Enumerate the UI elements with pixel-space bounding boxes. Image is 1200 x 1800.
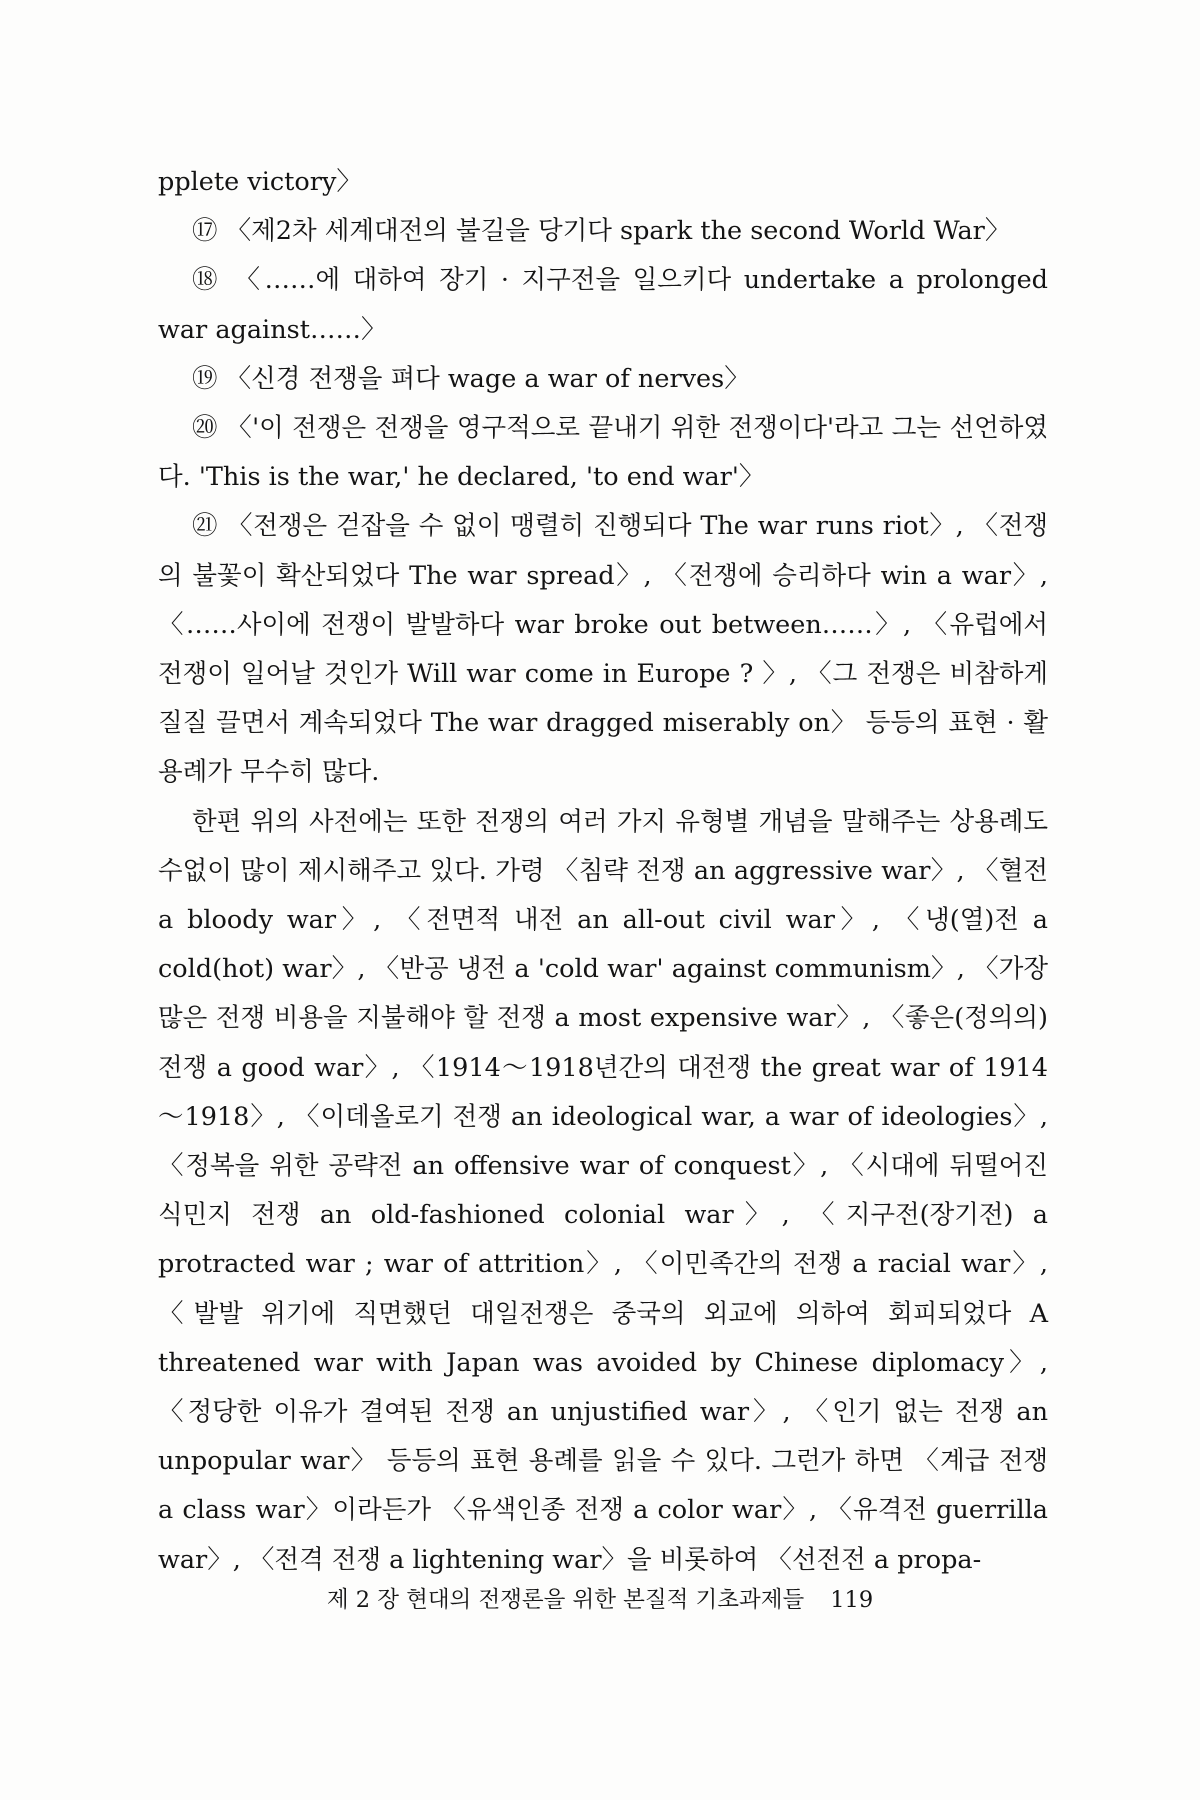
page-number: 119 — [830, 1587, 874, 1613]
paragraph-war-types: 한편 위의 사전에는 또한 전쟁의 여러 가지 유형별 개념을 말해주는 상용례도 수없이 많이 제시해주고 있다. 가령 〈침략 전쟁 an aggressive war〉, 〈혈전 a bloody war〉, 〈전면적 내전 an all-out civil war〉, 〈냉(열)전 a cold(hot) war〉, 〈반공 냉전 a 'cold war' against communism〉, 〈가장 많은 전쟁 비용을 지불해야 할 전쟁 a most expensive war〉, 〈좋은(정의의) 전쟁 a good war〉, 〈1914～1918년간의 대전쟁 the great war of 1914～1918〉, 〈이데올로기 전쟁 an ideological war, a war of ideologies〉, 〈정복을 위한 공략전 an offensive war of conquest〉, 〈시대에 뒤떨어진 식민지 전쟁 an old-fashioned colonial war〉, 〈지구전(장기전) a protracted war ; war of attrition〉, 〈이민족간의 전쟁 a racial war〉, 〈발발 위기에 직면했던 대일전쟁은 중국의 외교에 의하여 회피되었다 A threatened war with Japan was avoided by Chinese diplomacy〉, 〈정당한 이유가 결여된 전쟁 an unjustified war〉, 〈인기 없는 전쟁 an unpopular war〉 등등의 표현 용례를 읽을 수 있다. 그런가 하면 〈계급 전쟁 a class war〉이라든가 〈유색인종 전쟁 a color war〉, 〈유격전 guerrilla war〉, 〈전격 전쟁 a lightening war〉을 비롯하여 〈선전전 a propa- — [158, 806, 1048, 1575]
paragraph-item-20: ⑳ 〈'이 전쟁은 전쟁을 영구적으로 끝내기 위한 전쟁이다'라고 그는 선언하였다. 'This is the war,' he declared, 'to end war'〉 — [158, 413, 1048, 493]
running-footer — [0, 1582, 1200, 1614]
paragraph-item-18: ⑱ 〈……에 대하여 장기 · 지구전을 일으키다 undertake a prolonged war against……〉 — [158, 265, 1048, 345]
paragraph-item-17: ⑰ 〈제2차 세계대전의 불길을 당기다 spark the second World War〉 — [192, 216, 1011, 247]
chapter-title: 제 2 장 현대의 전쟁론을 위한 본질적 기초과제들 — [326, 1587, 805, 1613]
paragraph-item-19: ⑲ 〈신경 전쟁을 펴다 wage a war of nerves〉 — [192, 363, 750, 394]
body-text — [158, 158, 1048, 1585]
paragraph-item-21: ㉑ 〈전쟁은 걷잡을 수 없이 맹렬히 진행되다 The war runs riot〉, 〈전쟁의 불꽃이 확산되었다 The war spread〉, 〈전쟁에 승리하다 win a war〉, 〈……사이에 전쟁이 발발하다 war broke out between……〉, 〈유럽에서 전쟁이 일어날 것인가 Will war come in Europe ? 〉, 〈그 전쟁은 비참하게 질질 끌면서 계속되었다 The war dragged miserably on〉 등등의 표현 · 활용례가 무수히 많다. — [158, 511, 1048, 788]
paragraph-continuation: pplete victory〉 — [158, 167, 362, 197]
